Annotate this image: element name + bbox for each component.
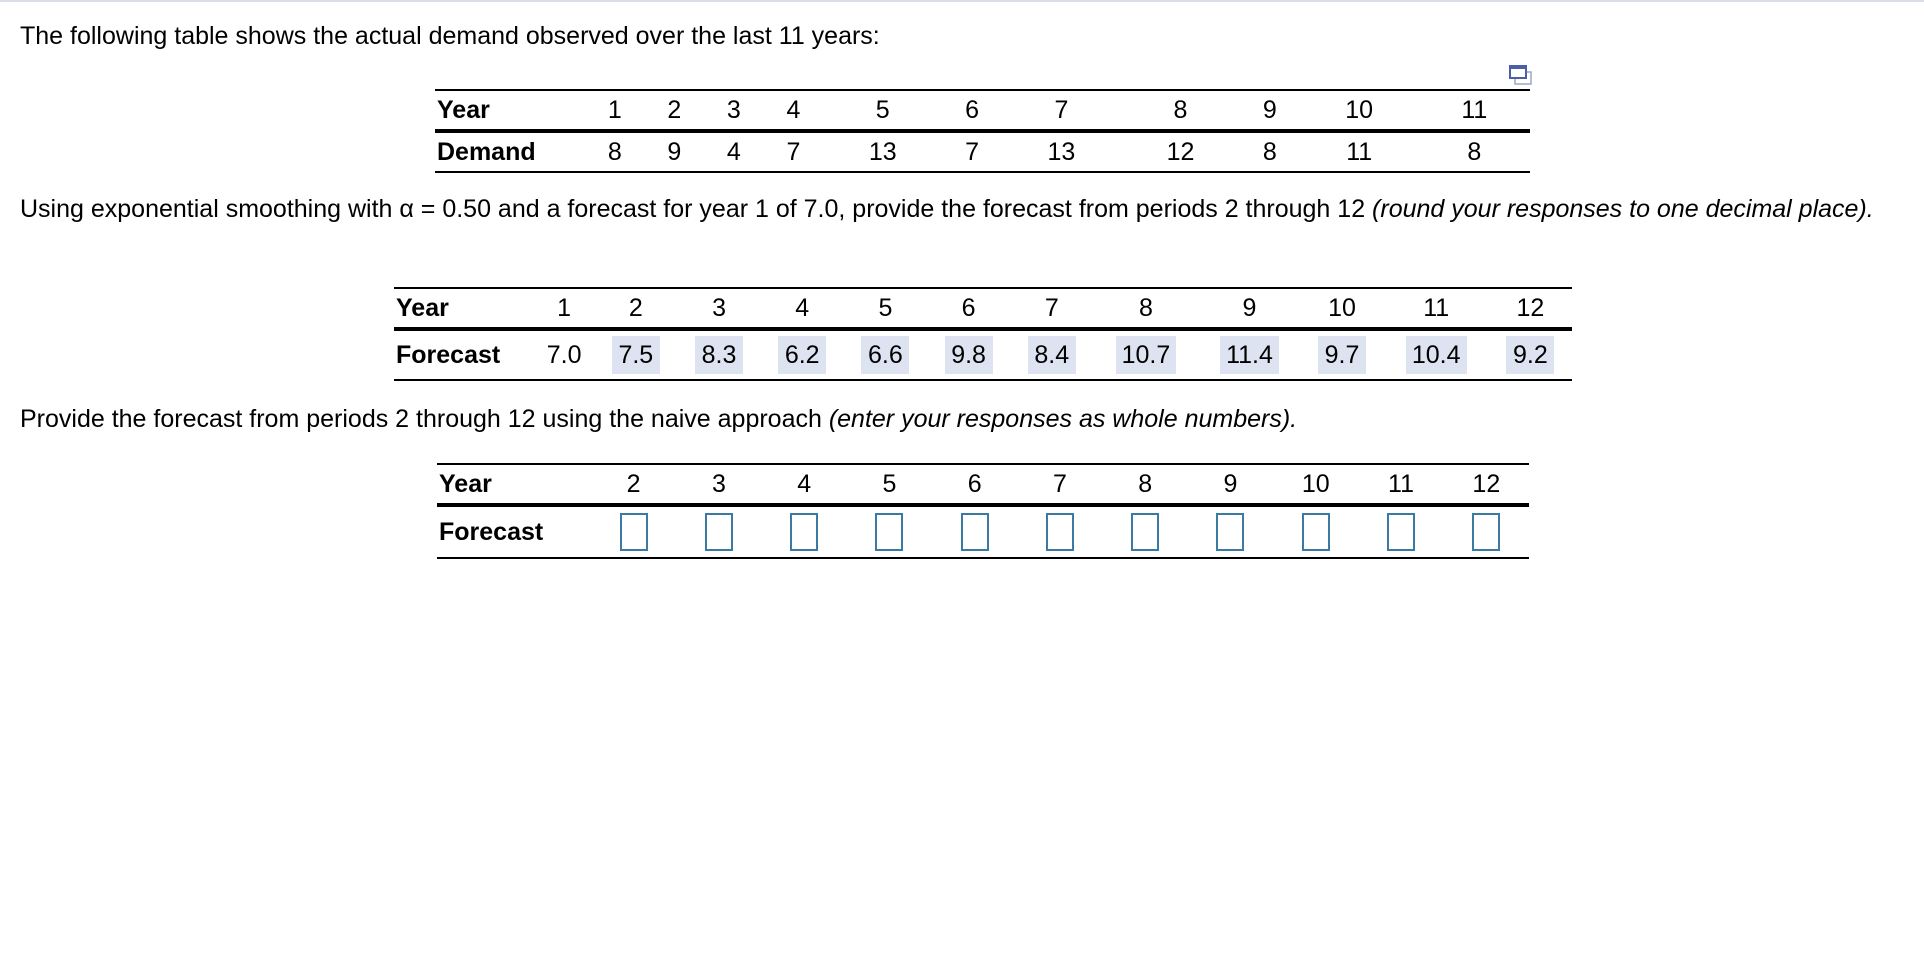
year-cell: 5 (823, 90, 942, 131)
given-forecast-cell: 7.0 (534, 329, 594, 380)
forecast-answer[interactable]: 10.4 (1406, 336, 1467, 374)
year-cell: 6 (942, 90, 1002, 131)
year-cell: 9 (1240, 90, 1300, 131)
year-cell: 9 (1199, 288, 1301, 329)
demand-header: Demand (435, 131, 585, 172)
forecast-answer-cell (1300, 329, 1383, 380)
naive-forecast-input[interactable] (620, 513, 648, 551)
year-cell: 5 (844, 288, 927, 329)
year-cell: 1 (534, 288, 594, 329)
naive-input-cell (1358, 505, 1443, 558)
forecast-answer-cell (927, 329, 1010, 380)
forecast-answer[interactable]: 10.7 (1116, 336, 1177, 374)
naive-forecast-input[interactable] (1131, 513, 1159, 551)
year-cell: 10 (1300, 288, 1383, 329)
forecast-answer-cell (1010, 329, 1093, 380)
year-cell: 8 (1103, 464, 1188, 505)
naive-forecast-input[interactable] (1387, 513, 1415, 551)
demand-cell: 13 (823, 131, 942, 172)
year-cell: 12 (1489, 288, 1572, 329)
exp-prompt-text: Using exponential smoothing with α = 0.50 and a forecast for year 1 of 7.0, provide the forecast from periods 2 through 12 (20, 195, 1373, 223)
naive-input-cell (676, 505, 761, 558)
forecast-answer[interactable]: 6.2 (778, 336, 826, 374)
demand-cell: 13 (1002, 131, 1121, 172)
year-cell: 4 (762, 464, 847, 505)
demand-cell: 7 (764, 131, 824, 172)
forecast-answer[interactable]: 9.7 (1318, 336, 1366, 374)
year-cell: 6 (927, 288, 1010, 329)
year-cell: 3 (704, 90, 764, 131)
forecast-answer[interactable]: 9.8 (945, 336, 993, 374)
demand-table-demand-row (435, 131, 1530, 172)
naive-input-cell (591, 505, 676, 558)
year-cell: 3 (677, 288, 760, 329)
naive-input-cell (762, 505, 847, 558)
demand-table-year-row (435, 90, 1530, 131)
year-cell: 2 (645, 90, 705, 131)
forecast-answer[interactable]: 11.4 (1220, 336, 1279, 374)
exp-smoothing-table (394, 287, 1572, 381)
forecast-header: Forecast (437, 505, 591, 558)
forecast-answer-cell (761, 329, 844, 380)
naive-forecast-input[interactable] (875, 513, 903, 551)
forecast-answer[interactable]: 8.3 (695, 336, 743, 374)
popout-window-icon[interactable] (1508, 64, 1534, 88)
naive-forecast-input[interactable] (705, 513, 733, 551)
forecast-answer-cell (1199, 329, 1301, 380)
naive-prompt (20, 402, 1297, 436)
naive-input-cell (1188, 505, 1273, 558)
naive-input-cell (1273, 505, 1358, 558)
intro-text (20, 19, 880, 53)
demand-cell: 7 (942, 131, 1002, 172)
year-cell: 4 (761, 288, 844, 329)
naive-table-year-row (437, 464, 1529, 505)
naive-prompt-text: Provide the forecast from periods 2 through 12 using the naive approach (20, 405, 829, 433)
demand-cell: 11 (1300, 131, 1419, 172)
year-header: Year (435, 90, 585, 131)
demand-cell: 8 (1419, 131, 1530, 172)
forecast-answer-cell (677, 329, 760, 380)
year-cell: 6 (932, 464, 1017, 505)
forecast-answer[interactable]: 9.2 (1506, 336, 1554, 374)
year-header: Year (394, 288, 534, 329)
forecast-answer[interactable]: 6.6 (861, 336, 909, 374)
year-cell: 9 (1188, 464, 1273, 505)
year-cell: 2 (594, 288, 677, 329)
exp-prompt-instruction: (round your responses to one decimal place). (1372, 195, 1874, 223)
demand-cell: 4 (704, 131, 764, 172)
exp-table-year-row (394, 288, 1572, 329)
year-cell: 2 (591, 464, 676, 505)
year-cell: 11 (1384, 288, 1489, 329)
demand-cell: 12 (1121, 131, 1240, 172)
exp-smoothing-prompt (20, 192, 1900, 226)
year-cell: 1 (585, 90, 645, 131)
year-cell: 7 (1002, 90, 1121, 131)
year-cell: 7 (1017, 464, 1102, 505)
naive-forecast-input[interactable] (1302, 513, 1330, 551)
year-cell: 8 (1093, 288, 1198, 329)
naive-forecast-input[interactable] (1046, 513, 1074, 551)
forecast-answer[interactable]: 8.4 (1028, 336, 1076, 374)
demand-cell: 9 (645, 131, 705, 172)
naive-input-cell (932, 505, 1017, 558)
year-cell: 4 (764, 90, 824, 131)
naive-input-cell (847, 505, 932, 558)
naive-forecast-input[interactable] (790, 513, 818, 551)
demand-table (435, 89, 1530, 173)
naive-forecast-input[interactable] (1216, 513, 1244, 551)
year-cell: 3 (676, 464, 761, 505)
year-cell: 10 (1300, 90, 1419, 131)
naive-forecast-input[interactable] (1472, 513, 1500, 551)
demand-cell: 8 (585, 131, 645, 172)
year-cell: 5 (847, 464, 932, 505)
forecast-answer-cell (1093, 329, 1198, 380)
exp-table-forecast-row (394, 329, 1572, 380)
naive-input-cell (1103, 505, 1188, 558)
demand-cell: 8 (1240, 131, 1300, 172)
forecast-answer-cell (594, 329, 677, 380)
year-cell: 11 (1419, 90, 1530, 131)
year-cell: 12 (1444, 464, 1529, 505)
forecast-answer-cell (844, 329, 927, 380)
naive-prompt-instruction: (enter your responses as whole numbers). (828, 405, 1298, 433)
forecast-answer[interactable]: 7.5 (612, 336, 660, 374)
forecast-answer-cell (1384, 329, 1489, 380)
year-cell: 7 (1010, 288, 1093, 329)
naive-table-forecast-row (437, 505, 1529, 558)
year-cell: 8 (1121, 90, 1240, 131)
naive-forecast-table (437, 463, 1529, 559)
naive-input-cell (1444, 505, 1529, 558)
forecast-header: Forecast (394, 329, 534, 380)
year-header: Year (437, 464, 591, 505)
year-cell: 10 (1273, 464, 1358, 505)
year-cell: 11 (1358, 464, 1443, 505)
intro-text-content: The following table shows the actual demand observed over the last 11 years: (20, 22, 880, 50)
naive-forecast-input[interactable] (961, 513, 989, 551)
forecast-answer-cell (1489, 329, 1572, 380)
naive-input-cell (1017, 505, 1102, 558)
